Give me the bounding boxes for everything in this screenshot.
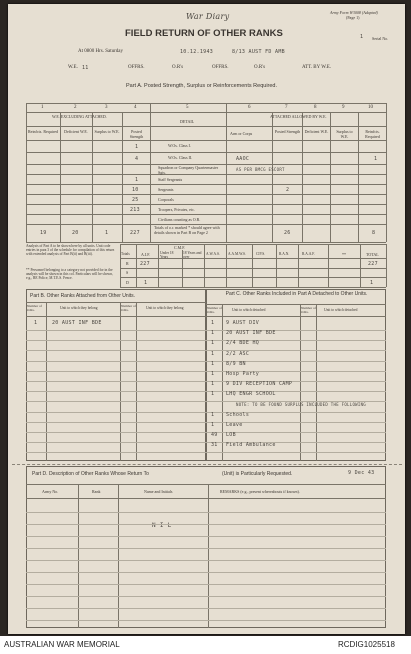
we-excluding-attached: W.E. EXCLUDING ATTACHED. [52, 114, 107, 119]
footer-archive-name: AUSTRALIAN WAR MEMORIAL [4, 640, 120, 649]
row-detail: Civilians counting as O.R. [158, 217, 201, 222]
at-line: At 0800 Hrs. Saturday [78, 49, 123, 54]
part-b-col: Unit to which they belong [60, 306, 98, 310]
total-reinfcts: 19 [40, 230, 47, 236]
part-b-unit: 20 AUST INF BDE [52, 320, 102, 326]
part-d-col: REMARKS (e.g., present whereabouts if known). [220, 489, 300, 494]
col-number-5: 5 [186, 105, 189, 110]
part-c-unit: Hosp Party [226, 371, 260, 377]
part-c-num: 1 [211, 391, 215, 398]
total-reinfcts-r: 8 [372, 230, 376, 236]
analysis-note-2: ** Personnel belonging to a category not provided for in the analysis will be shown in this col. Particulars will be shown, e.g., RE Police, M.T.E.S. Fence. [26, 268, 113, 281]
hdr-posted: Posted Strength [129, 129, 144, 139]
part-c-unit: LOB [226, 432, 236, 439]
hdr-surplus-r: Surplus to W.E. [336, 129, 353, 139]
col-number-10: 10 [368, 105, 373, 110]
col-number-8: 8 [314, 105, 317, 110]
part-b-title: Part B. Other Ranks Attached from Other Units. [30, 293, 136, 299]
col-number-1: 1 [41, 105, 44, 110]
part-c-unit: 20 AUST INF BDE [226, 330, 276, 337]
row-detail: Staff Sergeants [158, 177, 183, 182]
part-c-num: 1 [211, 371, 215, 377]
col-number-3: 3 [105, 105, 108, 110]
analysis-row-label: R [126, 261, 129, 266]
analysis-total-value: 227 [368, 261, 378, 267]
analysis-col: 18 Years and over [183, 251, 202, 259]
part-d-title-mid: (Unit) is Particularly Requested. [222, 471, 293, 477]
form-page [8, 4, 405, 634]
analysis-col: A.I.F. [141, 252, 151, 257]
posted-strength-r-value: 2 [286, 187, 290, 193]
total-deficient: 20 [72, 230, 79, 236]
col-number-7: 7 [285, 105, 288, 110]
part-c-unit: 2/4 BDE HQ [226, 340, 260, 347]
part-c-unit: 9 DIV RECEPTION CAMP [226, 381, 293, 388]
hdr-deficient-r: Deficient W.E. [304, 129, 329, 134]
total-surplus: 1 [105, 230, 109, 236]
part-c-num: 31 [211, 442, 218, 449]
row-detail: Sergeants [158, 187, 174, 192]
part-c-unit: Leave [226, 422, 243, 428]
hdr-arm-corps: Arm or Corps [230, 131, 253, 136]
part-c-unit: 8/9 BN [226, 360, 246, 367]
part-b-num: 1 [34, 320, 38, 326]
page-number: (Page 1) [346, 15, 360, 20]
part-c-col: Number of O.Rs. [301, 306, 316, 314]
posted-strength-value: 213 [130, 207, 140, 213]
analysis-note: Analysis of Part A to be shown here by all units. Unit code entries in para 3 of the schedule for compilation of this return with extended analysis of Part B(ii) and B(iii). [26, 244, 115, 257]
analysis-aif-value: 1 [144, 280, 148, 286]
row-detail: W.Os. Class I. [168, 143, 191, 148]
ors-label-2: O.R's [254, 65, 266, 70]
col-number-6: 6 [248, 105, 251, 110]
offrs-label: OFFRS. [128, 65, 145, 70]
analysis-col: Totals [121, 252, 130, 256]
reinfcts-value: 1 [374, 156, 378, 162]
row-detail: Troopers, Privates, etc. [158, 207, 195, 212]
part-c-num: 1 [211, 411, 215, 418]
form-number: Army Form W3008 (Adapted) [330, 10, 378, 15]
analysis-col: A.W.A.S. [206, 252, 220, 256]
part-c-unit: LHQ ENGR SCHOOL [226, 391, 276, 398]
part-d-date: 9 Dec 43 [348, 470, 375, 476]
part-c-title: Part C. Other Ranks Included in Part A Detached to Other Units. [225, 291, 368, 297]
part-d-title: Part D. Description of Other Ranks Whose Return To [32, 471, 149, 477]
archive-footer [0, 636, 411, 654]
hdr-posted-r: Posted Strength [274, 129, 301, 134]
serial-label: Serial No. [372, 36, 389, 41]
posted-strength-value: 1 [135, 144, 139, 150]
hdr-deficient: Deficient W.E. [64, 129, 88, 134]
we-label: W.E. [68, 65, 78, 70]
part-c-unit: 9 AUST DIV [226, 320, 260, 326]
form-title: FIELD RETURN OF OTHER RANKS [125, 28, 283, 39]
posted-strength-value: 10 [132, 187, 139, 193]
analysis-row-label: S [126, 270, 129, 275]
row-detail: Corporals [158, 197, 174, 202]
part-b-col: Number of O.Rs. [121, 304, 136, 312]
part-c-col: Number of O.Rs. [207, 306, 222, 314]
analysis-col: CIVS. [256, 252, 266, 256]
part-d-col: Army No. [42, 489, 59, 494]
we-value: 11 [82, 65, 89, 71]
part-c-num: 1 [211, 340, 215, 347]
analysis-total-value: 1 [370, 280, 374, 286]
col-number-9: 9 [342, 105, 345, 110]
part-c-unit: Schools [226, 411, 250, 418]
detail-header: DETAIL [180, 119, 195, 124]
part-c-col: Unit to which detached [232, 308, 266, 312]
part-d-nil: N I L [152, 522, 172, 529]
footer-record-id: RCDIG1025518 [338, 640, 395, 649]
att-label: ATT. BY W.E. [302, 65, 332, 70]
part-c-num: 1 [211, 350, 215, 357]
part-c-num: 49 [211, 432, 218, 439]
posted-strength-value: 1 [135, 177, 139, 183]
part-d-col: Rank [92, 489, 101, 494]
col-number-2: 2 [74, 105, 77, 110]
row-detail: Squadron or Company Quartermaster Sgts. [158, 165, 219, 175]
analysis-row-label: D [126, 280, 129, 285]
analysis-col: R.A.N. [279, 252, 290, 256]
ors-label: O.R's [172, 65, 184, 70]
part-c-unit: Field Ambulance [226, 442, 276, 449]
handwritten-war-diary: War Diary [186, 12, 230, 21]
return-date: 10.12.1943 [180, 49, 214, 55]
analysis-col: Under 18 Years [160, 251, 174, 259]
row-detail: Totals of o.r. marked * should agree with details shown in Part B on Page 2 [154, 225, 220, 235]
part-c-num: 1 [211, 422, 215, 428]
analysis-col: R.A.A.F. [302, 252, 315, 256]
part-c-num: 1 [211, 320, 215, 326]
unit-number: 1 [360, 34, 364, 40]
analysis-col: A.A.M.W.S. [228, 252, 246, 256]
analysis-aif-value: 227 [140, 261, 150, 267]
part-c-num: 1 [211, 381, 215, 388]
part-c-unit: NOTE: TO BE FOUND SURPLUS INCLUDED THE FOLLOWING [236, 401, 366, 407]
part-b-col: Unit to which they belong [146, 306, 184, 310]
hdr-reinfcts: Reinfcts. Required [28, 129, 58, 134]
part-d-col: Name and Initials [144, 489, 173, 494]
total-posted-r: 26 [284, 230, 291, 236]
part-c-col: Unit to which detached [324, 308, 358, 312]
arm-corps-value: AAOC [236, 156, 250, 162]
unit-name: 8/13 AUST FD AMB [232, 49, 285, 55]
attached-allowed: ATTACHED ALLOWED BY W.E. [270, 114, 327, 119]
arm-corps-value: AS PER BMCG ESCORT [236, 167, 285, 172]
total-posted: 227 [130, 230, 140, 236]
row-detail: W.Os. Class II. [168, 155, 193, 160]
offrs-label-2: OFFRS. [212, 65, 229, 70]
posted-strength-value: 4 [135, 156, 139, 162]
posted-strength-value: 25 [132, 197, 139, 203]
part-c-num: 1 [211, 360, 215, 367]
part-b-col: Number of O.Rs. [27, 304, 42, 312]
analysis-col: TOTAL [366, 252, 379, 257]
col-number-4: 4 [134, 105, 137, 110]
analysis-group-cmf: C.M.F. [174, 245, 186, 250]
hdr-reinfcts-r: Reinfcts. Required [365, 129, 380, 139]
hdr-surplus: Surplus to W.E. [94, 129, 120, 134]
part-a-title: Part A. Posted Strength, Surplus or Reinforcements Required. [126, 83, 278, 89]
part-c-unit: 2/2 ASC [226, 350, 250, 357]
part-c-num: 1 [211, 330, 215, 337]
analysis-col: ** [342, 252, 346, 257]
